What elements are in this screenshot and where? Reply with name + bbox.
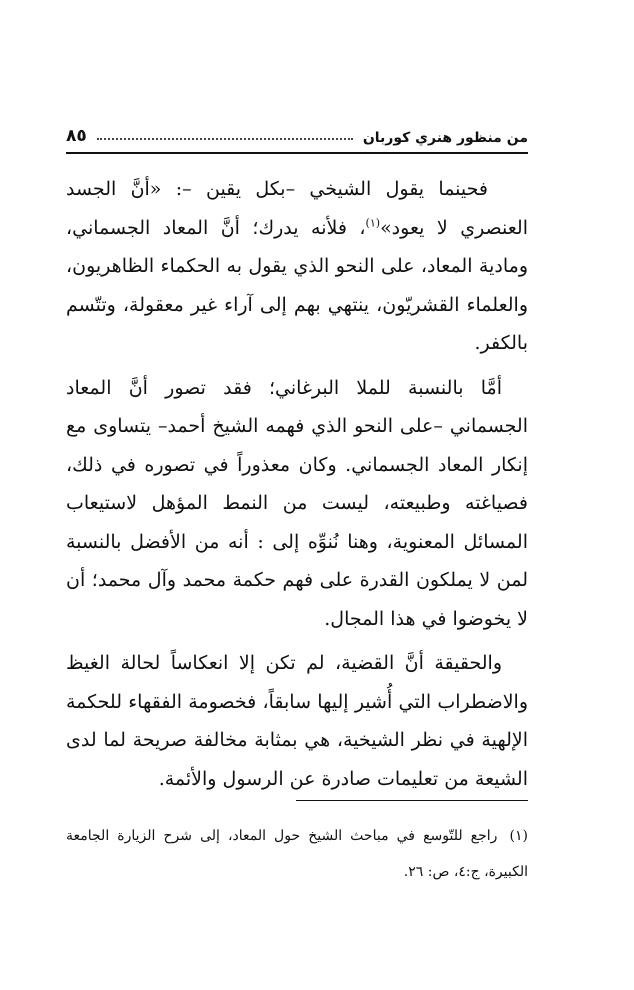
header-rule: [66, 152, 528, 154]
page-number: ٨٥: [66, 126, 87, 146]
footnote-reference: (١): [365, 216, 381, 230]
running-header: [66, 118, 528, 146]
running-header-title: من منظور هنري كوربان: [362, 130, 528, 146]
footnote-number: (١): [509, 828, 528, 844]
main-text: [66, 170, 528, 804]
footnote-separator: [296, 800, 528, 801]
paragraph-2: أمَّا بالنسبة للملا البرغاني؛ فقد تصور أنَّ المعاد الجسماني –على النحو الذي فهمه الشيخ أحمد– يتساوى مع إنكار المعاد الجسماني. وكان معذوراً في تصوره في ذلك، فصياغته وطبيعته، ليست من النمط المؤهل لاستيعاب المسائل المعنوية، وهنا نُنوِّه إلى : أنه من الأفضل بالنسبة لمن لا يملكون القدرة على فهم حكمة محمد وآل محمد؛ أن لا يخوضوا في هذا المجال.: [66, 376, 528, 630]
header-dot-leader: [97, 138, 353, 140]
paragraph-3: والحقيقة أنَّ القضية، لم تكن إلا انعكاساً لحالة الغيظ والاضطراب التي أُشير إليها سابقاً، فخصومة الفقهاء للحكمة الإلهية في نظر الشيخية، هي بمثابة مخالفة صريحة لما لدى الشيعة من تعليمات صادرة عن الرسول والأئمة.: [66, 652, 528, 790]
footnote-text: راجع للتّوسع في مباحث الشيخ حول المعاد، إلى شرح الزيارة الجامعة الكبيرة، ج:٤، ص: ٢٦.: [66, 828, 528, 880]
footnote: [66, 818, 528, 890]
paragraph-1: [66, 170, 528, 363]
footnote-paragraph: [66, 818, 528, 890]
paragraph-1-text-a: فحينما يقول الشيخي –بكل يقين –: «أنَّ الجسد العنصري لا يعود»: [66, 178, 528, 239]
paragraph-1-text-b: ، فلأنه يدرك؛ أنَّ المعاد الجسماني، ومادية المعاد، على النحو الذي يقول به الحكماء الظاهريون، والعلماء القشريّون، ينتهي بهم إلى آراء غير معقولة، وتتّسم بالكفر.: [66, 216, 528, 354]
